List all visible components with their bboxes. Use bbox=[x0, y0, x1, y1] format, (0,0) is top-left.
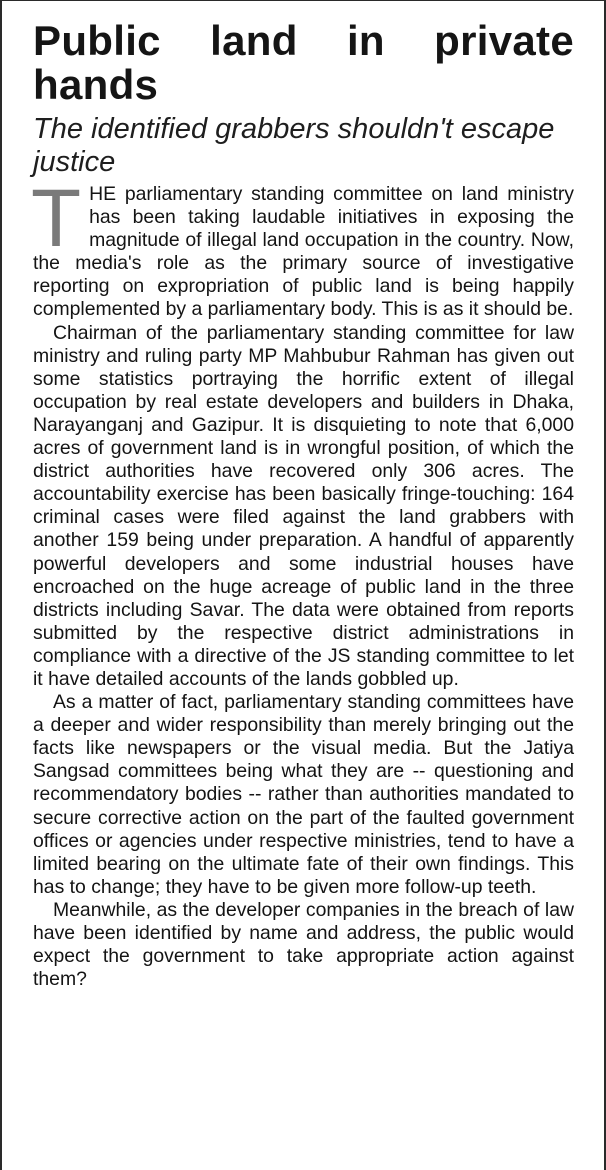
headline: Public land in private hands bbox=[33, 17, 574, 108]
paragraph-3: As a matter of fact, parliamentary standing committees have a deeper and wider responsibility than merely bringing out the facts like newspapers or the visual media. But the Jatiya Sangsad committees being what they are -- questioning and recommendatory bodies -- rather than authorities mandated to secure corrective action on the part of the faulted government offices or agencies under respective ministries, tend to have a limited bearing on the ultimate fate of their own findings. This has to change; they have to be given more follow-up teeth. bbox=[33, 691, 574, 898]
paragraph-4: Meanwhile, as the developer companies in the breach of law have been identified by name and address, the public would expect the government to take appropriate action against them? bbox=[33, 898, 574, 991]
subheadline: The identified grabbers shouldn't escape justice bbox=[33, 113, 555, 178]
paragraph-1 bbox=[31, 173, 574, 322]
paragraph-1-text: HE parliamentary standing committee on land ministry has been taking laudable initiatives in exposing the magnitude of illegal land occupation in the country. Now, the media's role as the primary source of investigative reporting on expropriation of public land is being happily complemented by a parliamentary body. This is as it should be. bbox=[33, 183, 574, 321]
drop-cap: T bbox=[31, 173, 82, 264]
editorial-article bbox=[33, 19, 574, 991]
article-body bbox=[31, 173, 574, 991]
paragraph-2: Chairman of the parliamentary standing committee for law ministry and ruling party MP Mahbubur Rahman has given out some statistics portraying the horrific extent of illegal occupation by real estate developers and builders in Dhaka, Narayanganj and Gazipur. It is disquieting to note that 6,000 acres of government land is in wrongful position, of which the district authorities have recovered only 306 acres. The accountability exercise has been basically fringe-touching: 164 criminal cases were filed against the land grabbers with another 159 being under preparation. A handful of apparently powerful developers and some industrial houses have encroached on the huge acreage of public land in the three districts including Savar. The data were obtained from reports submitted by the respective district administrations in compliance with a directive of the JS standing committee to let it have detailed accounts of the lands gobbled up. bbox=[33, 321, 574, 690]
